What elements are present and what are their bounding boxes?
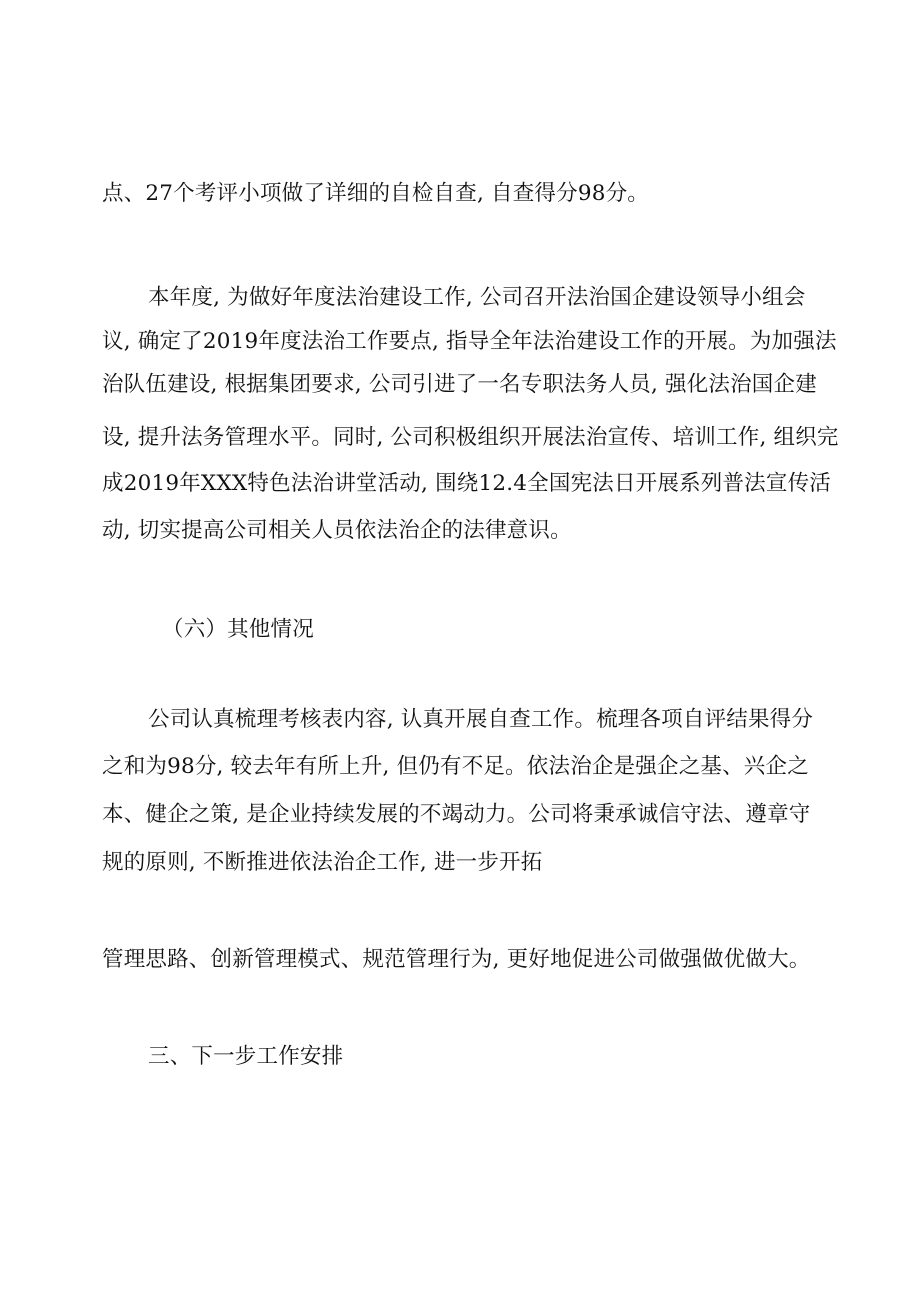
section-heading: （六）其他情况 <box>162 617 314 642</box>
paragraph-line: 治队伍建设, 根据集团要求, 公司引进了一名专职法务人员, 强化法治国企建 <box>102 372 817 397</box>
paragraph-line: 成2019年XXX特色法治讲堂活动, 围绕12.4全国宪法日开展系列普法宣传活 <box>102 471 831 496</box>
paragraph-line: 本、健企之策, 是企业持续发展的不竭动力。公司将秉承诚信守法、遵章守 <box>102 802 811 827</box>
paragraph-line: 之和为98分, 较去年有所上升, 但仍有不足。依法治企是强企之基、兴企之 <box>102 754 809 779</box>
paragraph-line: 公司认真梳理考核表内容, 认真开展自查工作。梳理各项自评结果得分 <box>148 707 814 732</box>
paragraph-line: 本年度, 为做好年度法治建设工作, 公司召开法治国企建设领导小组会 <box>148 285 806 310</box>
paragraph-line: 议, 确定了2019年度法治工作要点, 指导全年法治建设工作的开展。为加强法 <box>102 329 837 354</box>
paragraph-line: 规的原则, 不断推进依法治企工作, 进一步开拓 <box>102 850 543 875</box>
paragraph-line: 动, 切实提高公司相关人员依法治企的法律意识。 <box>102 518 572 543</box>
paragraph-line: 点、27个考评小项做了详细的自检自查, 自查得分98分。 <box>102 181 649 206</box>
paragraph-line: 管理思路、创新管理模式、规范管理行为, 更好地促进公司做强做优做大。 <box>102 947 811 972</box>
section-heading: 三、下一步工作安排 <box>148 1044 344 1069</box>
paragraph-line: 设, 提升法务管理水平。同时, 公司积极组织开展法治宣传、培训工作, 组织完 <box>102 425 839 450</box>
